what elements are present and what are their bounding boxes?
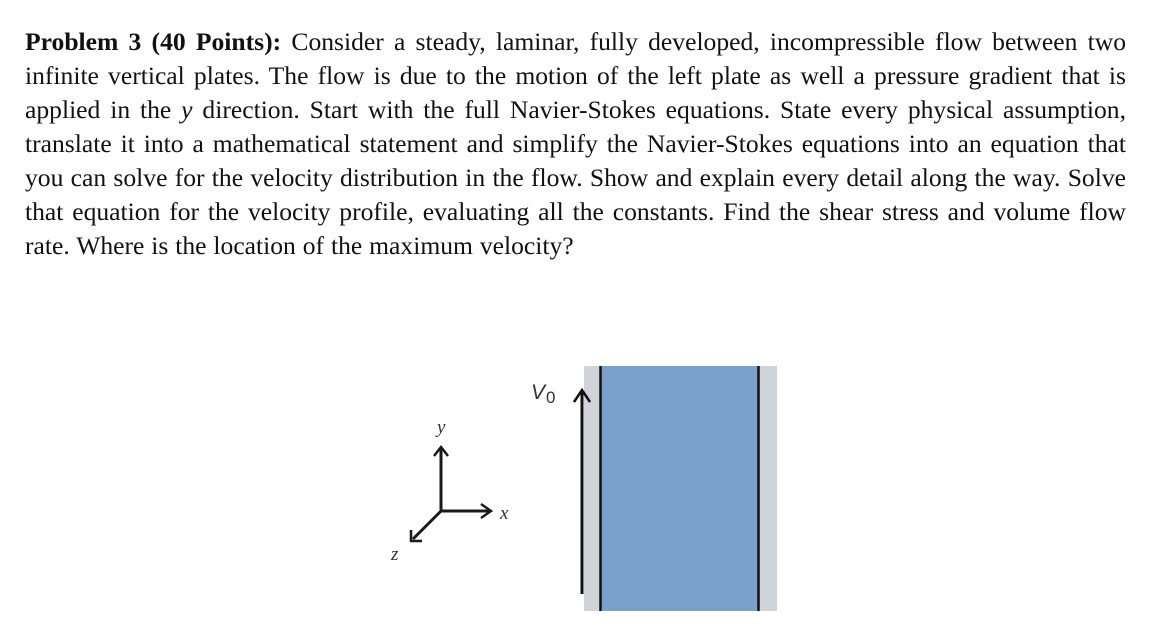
problem-statement [25,25,1126,263]
problem-text-part2: direction. Start with the full Navier-Stokes equations. State every physical assumption, translate it into a mathematical statement and simplify the Navier-Stokes equations into an equation that you can solve for the velocity distribution in the flow. Show and explain every detail along the way. Solve that equation for the velocity profile, evaluating all the constants. Find the shear stress and volume flow rate. Where is the location of the maximum velocity? [25,95,1126,260]
velocity-arrowhead [574,390,590,402]
z-axis-arrowhead [411,530,422,541]
y-axis-arrowhead [434,447,448,456]
problem-text-part1: Consider a steady, laminar, fully developed, incompressible flow between two infinite vertical plates. The flow is due to the motion of the left plate as well a pressure gradient that is applied in the [25,27,1127,124]
x-axis-arrowhead [481,504,491,518]
z-axis-label: z [391,544,399,565]
y-axis-label: y [437,417,446,438]
fluid-region [601,366,759,611]
coordinate-axes [390,417,509,565]
plate-velocity-label-main: V [531,381,546,404]
left-plate [584,366,601,611]
plate-velocity-label [531,381,555,407]
problem-heading: Problem 3 (40 Points): [25,27,282,56]
plate-velocity-indicator [531,381,590,594]
variable-y: y [181,95,193,124]
x-axis-label: x [500,503,509,524]
right-plate [759,366,777,611]
channel [584,366,777,611]
z-axis-line [413,511,441,539]
plate-velocity-label-subscript: 0 [546,388,556,407]
